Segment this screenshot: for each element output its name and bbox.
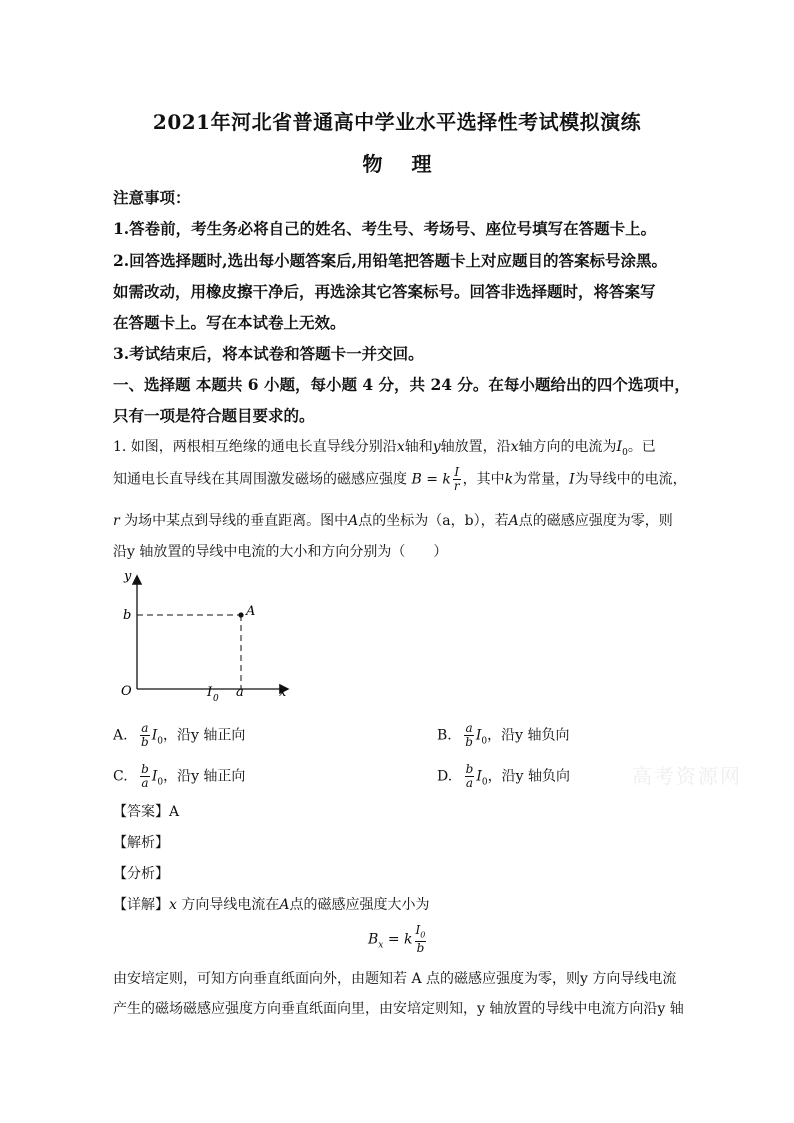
- notice-item-2a: 2.回答选择题时,选出每小题答案后,用铅笔把答题卡上对应题目的答案标号涂黑。: [113, 251, 667, 270]
- question-1-line-1: 1. 如图，两根相互绝缘的通电长直导线分别沿x轴和y轴放置，沿x轴方向的电流为$I_0$。已: [113, 439, 656, 458]
- exam-title: 2021年河北省普通高中学业水平选择性考试模拟演练: [152, 110, 642, 134]
- option-c[interactable]: C. $\frac{b}{a}$ $I_0$，沿y 轴正向: [113, 762, 246, 790]
- option-d[interactable]: D. $\frac{b}{a}$ $I_0$，沿y 轴负向: [437, 762, 570, 790]
- explanation-line-2: 产生的磁场磁感应强度方向垂直纸面向里，由安培定则知，y 轴放置的导线中电流方向沿y 轴: [113, 1001, 684, 1017]
- point-a: [238, 612, 243, 617]
- section-heading-2: 只有一项是符合题目要求的。: [113, 406, 315, 425]
- answer-line: 【答案】A: [113, 804, 180, 820]
- subject-title: 物 理: [362, 152, 432, 176]
- x-axis-label: x: [279, 685, 287, 700]
- b-label: b: [123, 608, 132, 623]
- formula-fraction: $\frac{I}{r}$: [453, 465, 460, 493]
- notice-heading: 注意事项：: [113, 188, 191, 207]
- question-1-line-4: 沿y 轴放置的导线中电流的大小和方向分别为（ ）: [113, 544, 448, 560]
- current-label: I: [207, 685, 213, 700]
- current-subscript: 0: [213, 694, 219, 704]
- watermark: 高考资源网: [632, 764, 742, 788]
- notice-item-3: 3.考试结束后，将本试卷和答题卡一并交回。: [113, 344, 424, 363]
- notice-item-2b: 如需改动，用橡皮擦干净后，再选涂其它答案标号。回答非选择题时，将答案写: [113, 282, 656, 301]
- origin-label: O: [121, 684, 132, 699]
- point-a-label: A: [246, 604, 256, 619]
- coordinate-figure: [115, 565, 305, 705]
- a-label: a: [236, 685, 244, 700]
- question-1-line-2: 知通电长直导线在其周围激发磁场的磁感应强度 B = k $\frac{I}{r}$ ，其中k为常量，I为导线中的电流，: [113, 465, 687, 493]
- detail-line: 【详解】x 方向导线电流在A点的磁感应强度大小为: [113, 897, 430, 913]
- section-heading-1: 一、选择题 本题共 6 小题，每小题 4 分，共 24 分。在每小题给出的四个选项中，: [113, 375, 690, 394]
- y-axis-label: y: [124, 569, 132, 584]
- notice-item-2c: 在答题卡上。写在本试卷上无效。: [113, 313, 346, 332]
- fenxi-tag: 【分析】: [113, 866, 169, 882]
- analysis-tag: 【解析】: [113, 835, 169, 851]
- explanation-line-1: 由安培定则，可知方向垂直纸面向外，由题知若 A 点的磁感应强度为零，则y 方向导线电流: [113, 971, 677, 987]
- option-b[interactable]: B. $\frac{a}{b}$ $I_0$，沿y 轴负向: [437, 721, 570, 749]
- option-a[interactable]: A. $\frac{a}{b}$ $I_0$，沿y 轴正向: [113, 721, 246, 749]
- bx-formula: $B_x = k$ $\frac{I_0}{b}$: [368, 923, 426, 956]
- notice-item-1: 1.答卷前，考生务必将自己的姓名、考生号、考场号、座位号填写在答题卡上。: [113, 219, 657, 238]
- question-1-line-3: r 为场中某点到导线的垂直距离。图中A点的坐标为（a，b），若A点的磁感应强度为零，则: [113, 513, 673, 529]
